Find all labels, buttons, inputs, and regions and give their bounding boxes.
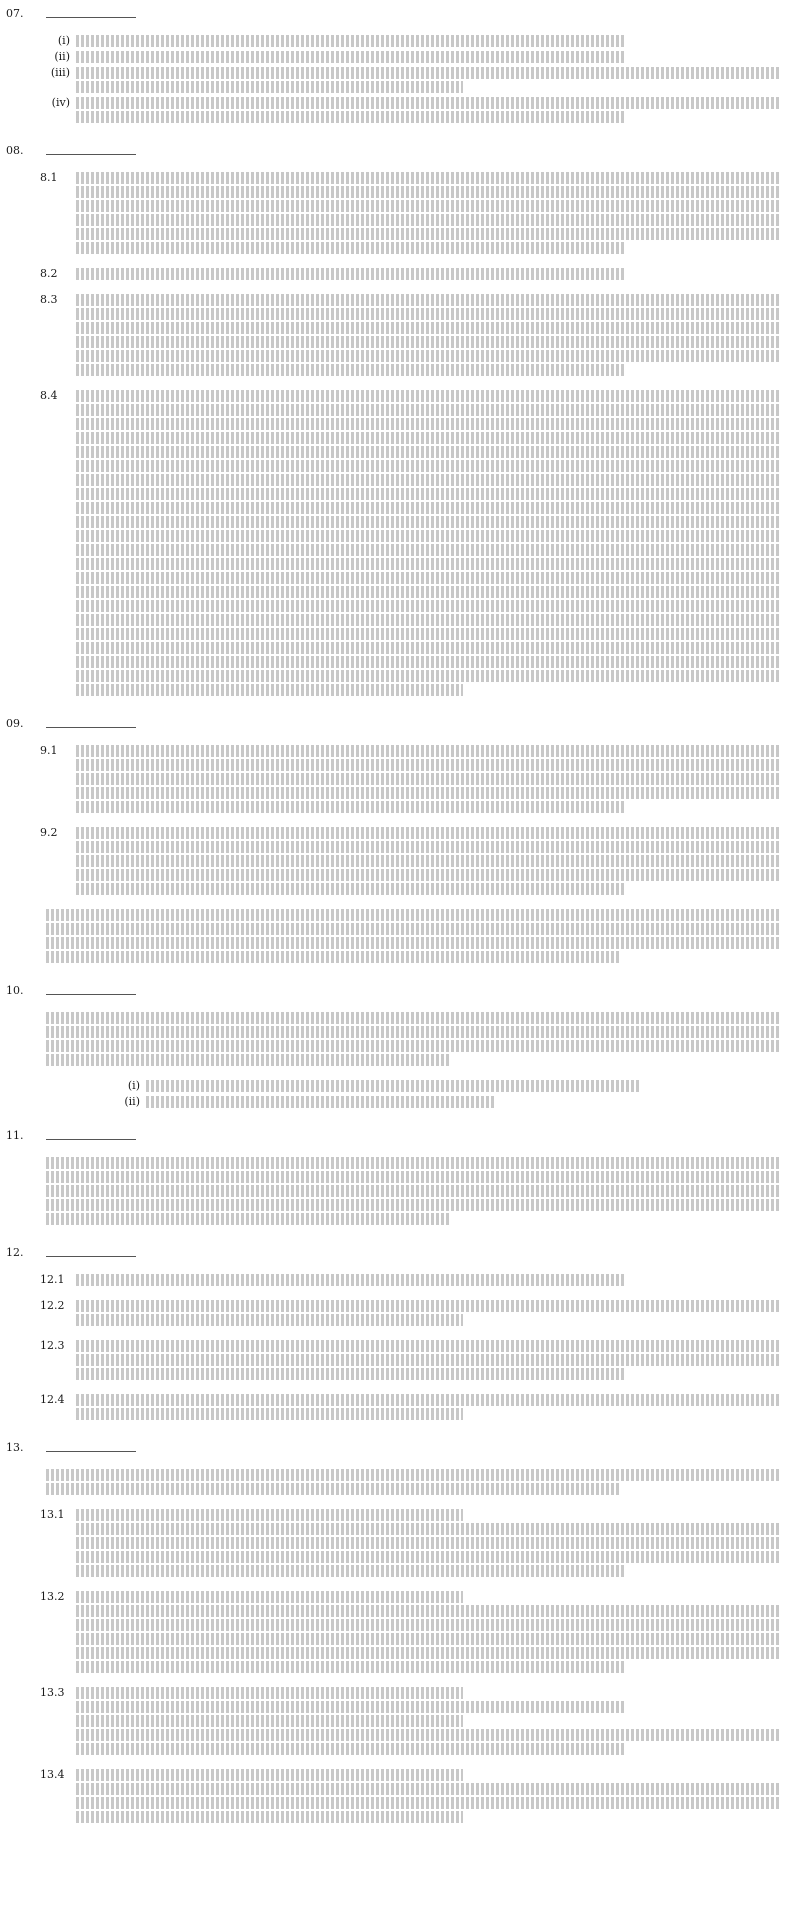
clause-9-1 [6, 743, 780, 815]
clause-number: 13.3 [40, 1685, 65, 1699]
clause-number: 8.3 [40, 292, 58, 306]
section-11-body [6, 1155, 780, 1227]
clause-13-4 [6, 1767, 780, 1825]
section-10-body [6, 1010, 780, 1068]
section-number: 11. [6, 1128, 24, 1142]
section-08 [6, 143, 780, 160]
roman-number: (iv) [51, 95, 70, 109]
roman-number: (iii) [50, 65, 70, 79]
clause-number: 9.1 [40, 743, 58, 757]
clause-number: 8.2 [40, 266, 58, 280]
clause-13-1 [6, 1507, 780, 1579]
section-heading [46, 6, 136, 18]
section-heading [46, 1128, 136, 1140]
clause-8-3 [6, 292, 780, 378]
section-number: 10. [6, 983, 24, 997]
section-10 [6, 983, 780, 1000]
clause-07-i [6, 33, 780, 49]
section-12 [6, 1245, 780, 1262]
section-heading [46, 716, 136, 728]
section-09 [6, 716, 780, 733]
section-number: 07. [6, 7, 24, 20]
section-13 [6, 1440, 780, 1457]
roman-number: (ii) [124, 1094, 140, 1108]
section-heading [46, 983, 136, 995]
clause-9-2 [6, 825, 780, 897]
section-number: 09. [6, 716, 24, 730]
clause-number: 13.4 [40, 1767, 65, 1781]
clause-13-2 [6, 1589, 780, 1675]
clause-number: 12.1 [40, 1272, 65, 1286]
clause-number: 8.4 [40, 388, 58, 402]
section-heading [46, 143, 136, 155]
clause-12-2 [6, 1298, 780, 1328]
roman-number: (ii) [54, 49, 70, 63]
clause-number: 13.1 [40, 1507, 65, 1521]
clause-8-1 [6, 170, 780, 256]
clause-12-3 [6, 1338, 780, 1382]
clause-07-iii [6, 65, 780, 95]
section-number: 13. [6, 1440, 24, 1454]
roman-number: (i) [127, 1078, 140, 1092]
clause-8-4 [6, 388, 780, 698]
clause-number: 9.2 [40, 825, 58, 839]
section-number: 12. [6, 1245, 24, 1259]
clause-number: 8.1 [40, 170, 58, 184]
section-07 [6, 6, 780, 23]
clause-10-ii [6, 1094, 780, 1110]
clause-12-1 [6, 1272, 780, 1288]
note-09 [6, 907, 780, 965]
clause-07-ii [6, 49, 780, 65]
clause-12-4 [6, 1392, 780, 1422]
section-number: 08. [6, 143, 24, 157]
clause-07-iv [6, 95, 780, 125]
clause-number: 12.4 [40, 1392, 65, 1406]
clause-number: 12.3 [40, 1338, 65, 1352]
clause-10-i [6, 1078, 780, 1094]
section-heading [46, 1245, 136, 1257]
section-11 [6, 1128, 780, 1145]
clause-number: 13.2 [40, 1589, 65, 1603]
section-heading [46, 1440, 136, 1452]
section-13-body [6, 1467, 780, 1497]
roman-number: (i) [57, 33, 70, 47]
clause-number: 12.2 [40, 1298, 65, 1312]
clause-8-2 [6, 266, 780, 282]
clause-13-3 [6, 1685, 780, 1757]
